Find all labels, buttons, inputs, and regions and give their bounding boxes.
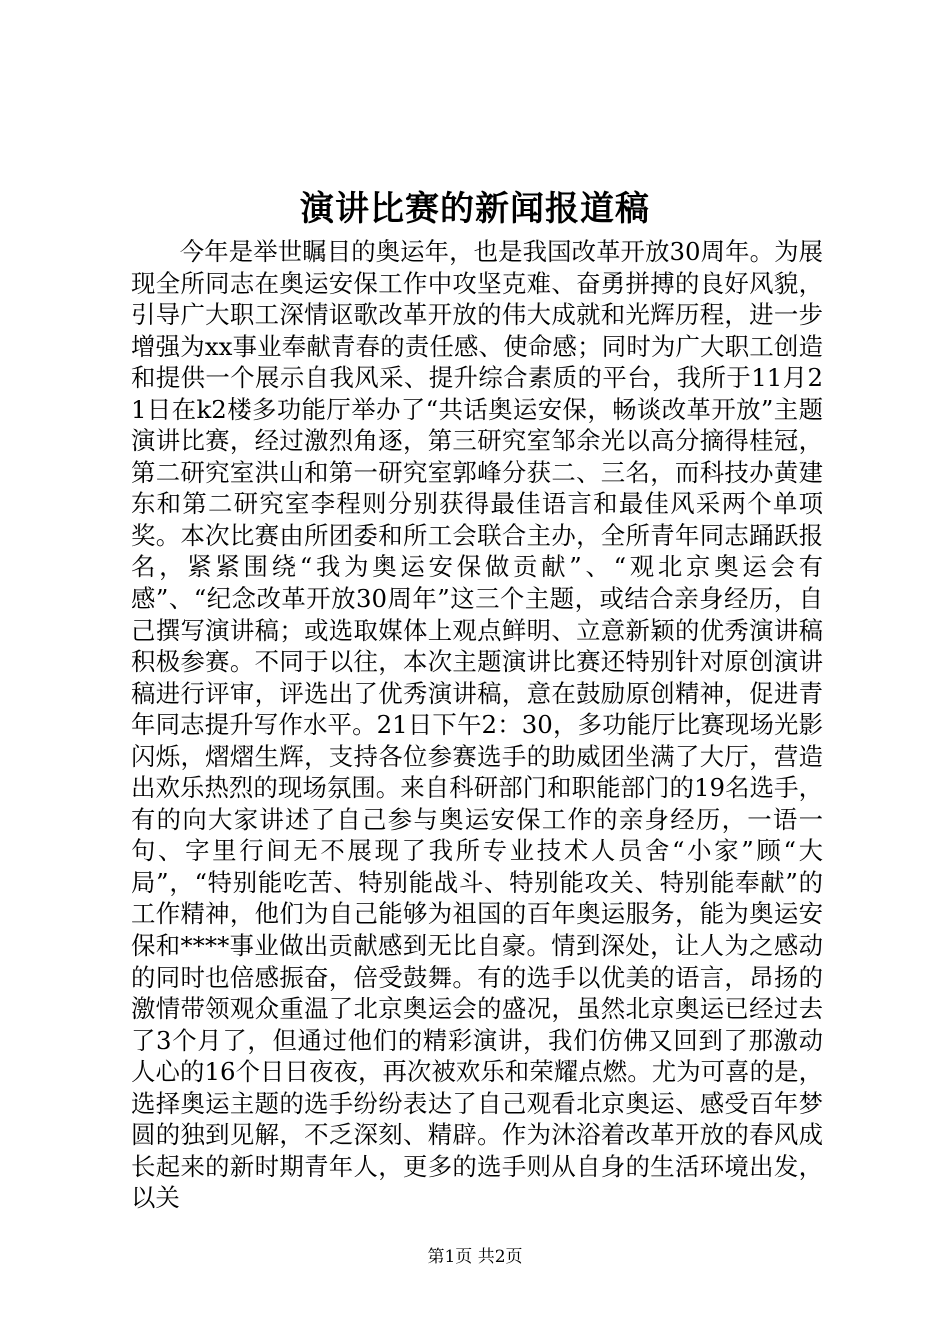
document-title: 演讲比赛的新闻报道稿 <box>300 189 650 229</box>
body-paragraph: 今年是举世瞩目的奥运年，也是我国改革开放30周年。为展现全所同志在奥运安保工作中攻坚克难、奋勇拼搏的良好风貌，引导广大职工深情讴歌改革开放的伟大成就和光辉历程，进一步增强为xx事业奉献青春的责任感、使命感；同时为广大职工创造和提供一个展示自我风采、提升综合素质的平台，我所于11月21日在k2楼多功能厅举办了“共话奥运安保，畅谈改革开放”主题演讲比赛，经过激烈角逐，第三研究室邹余光以高分摘得桂冠，第二研究室洪山和第一研究室郭峰分获二、三名，而科技办黄建东和第二研究室李程则分别获得最佳语言和最佳风采两个单项奖。本次比赛由所团委和所工会联合主办，全所青年同志踊跃报名，紧紧围绕“我为奥运安保做贡献”、“观北京奥运会有感”、“纪念改革开放30周年”这三个主题，或结合亲身经历，自己撰写演讲稿；或选取媒体上观点鲜明、立意新颖的优秀演讲稿积极参赛。不同于以往，本次主题演讲比赛还特别针对原创演讲稿进行评审，评选出了优秀演讲稿，意在鼓励原创精神，促进青年同志提升写作水平。21日下午2：30，多功能厅比赛现场光影闪烁，熠熠生辉，支持各位参赛选手的助威团坐满了大厅，营造出欢乐热烈的现场氛围。来自科研部门和职能部门的19名选手，有的向大家讲述了自己参与奥运安保工作的亲身经历，一语一句、字里行间无不展现了我所专业技术人员舍“小家”顾“大局”，“特别能吃苦、特别能战斗、特别能攻关、特别能奉献”的工作精神，他们为自己能够为祖国的百年奥运服务，能为奥运安保和****事业做出贡献感到无比自豪。情到深处，让人为之感动的同时也倍感振奋，倍受鼓舞。有的选手以优美的语言，昂扬的激情带领观众重温了北京奥运会的盛况，虽然北京奥运已经过去了3个月了，但通过他们的精彩演讲，我们仿佛又回到了那激动人心的16个日日夜夜，再次被欢乐和荣耀点燃。尤为可喜的是，选择奥运主题的选手纷纷表达了自己观看北京奥运、感受百年梦圆的独到见解，不乏深刻、精辟。作为沐浴着改革开放的春风成长起来的新时期青年人，更多的选手则从自身的生活环境出发，以关 <box>131 237 823 1213</box>
page-footer: 第1页 共2页 <box>427 1247 523 1267</box>
